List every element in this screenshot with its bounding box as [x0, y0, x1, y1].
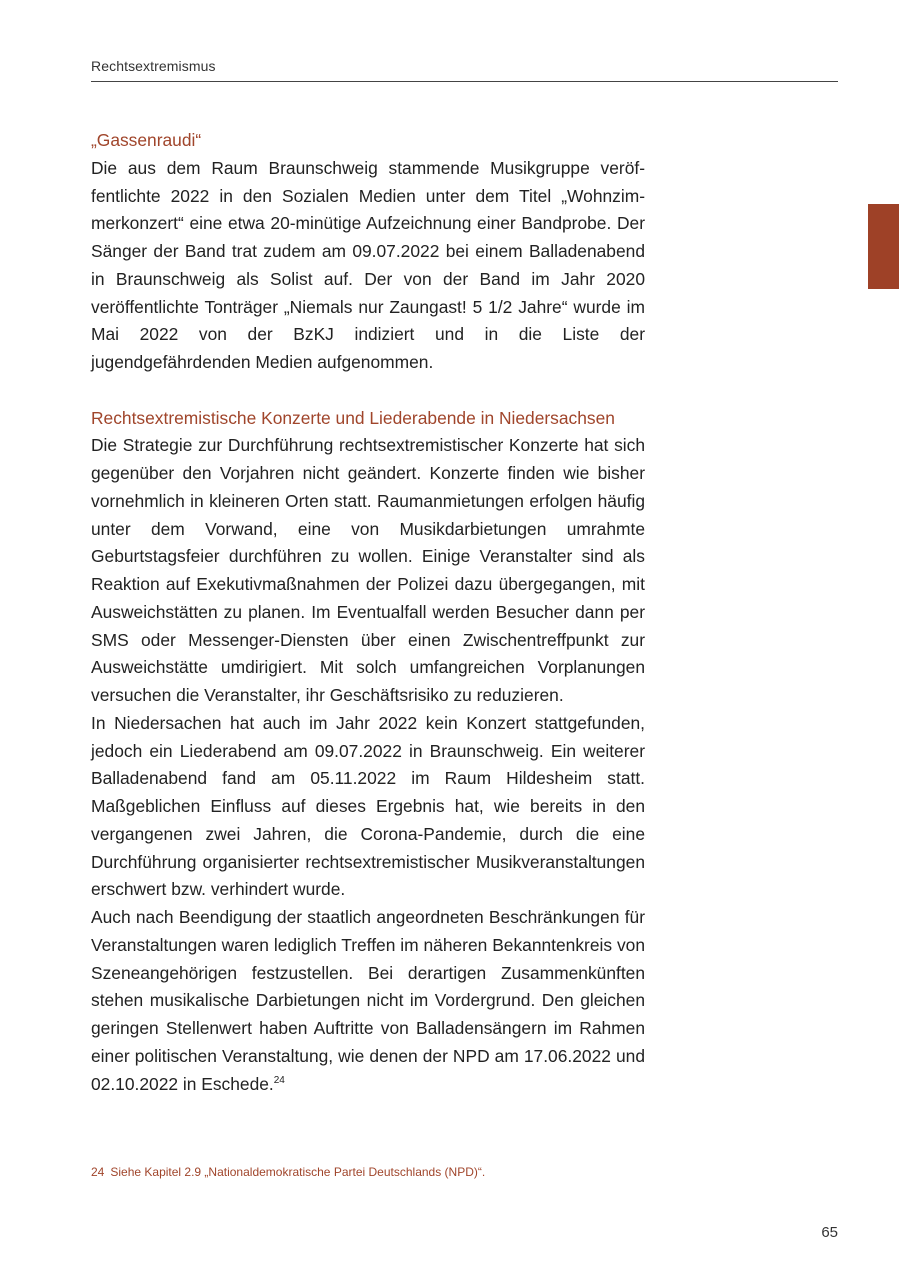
- section-spacer: [91, 377, 645, 405]
- main-text: [91, 127, 645, 1098]
- header-divider: [91, 81, 838, 82]
- footnote-text: Siehe Kapitel 2.9 „Nationaldemokratische Partei Deutschlands (NPD)“.: [110, 1165, 486, 1179]
- section-heading-gassenraudi: „Gassenraudi“: [91, 130, 202, 150]
- footnote-number: 24: [91, 1165, 105, 1179]
- paragraph: In Niedersachen hat auch im Jahr 2022 kein Konzert stattgefunden, jedoch ein Liederabend am 09.07.2022 in Braunschweig. Ein weiterer Balladenabend fand am 05.11.2022 im Raum Hildesheim statt. Maßgeblichen Einfluss auf dieses Ergebnis hat, wie bereits in den vergangenen zwei Jahren, die Corona-Pandemie, durch die eine Durchführung organisierter rechtsextremistischer Musikveranstaltungen erschwert bzw. verhindert wurde.: [91, 712, 645, 900]
- paragraph-with-footnote: [91, 904, 645, 1098]
- paragraph: Die Strategie zur Durchführung rechtsextremistischer Konzerte hat sich gegenüber den Vorjahren nicht geändert. Konzerte finden wie bisher vornehmlich in kleineren Orten statt. Raumanmietungen erfolgen häufig unter dem Vorwand, eine von Musikdarbietungen umrahmte Geburtstagsfeier durchführen zu wollen. Einige Veranstalter sind als Reaktion auf Exekutivmaßnahmen der Polizei dazu übergegangen, mit Ausweichstätten zu planen. Im Eventualfall werden Besucher dann per SMS oder Messenger-Diensten über einen Zwischentreffpunkt zur Ausweichstätte umdirigiert. Mit solch umfangreichen Vorplanungen versuchen die Veranstalter, ihr Geschäftsrisiko zu reduzieren.: [91, 435, 645, 705]
- paragraph: Die aus dem Raum Braunschweig stammende Musikgruppe veröffentlichte 2022 in den Sozialen Medien unter dem Titel „Wohnzimmerkonzert“ eine etwa 20-minütige Aufzeichnung einer Bandprobe. Der Sänger der Band trat zudem am 09.07.2022 bei einem Balladenabend in Braunschweig als Solist auf. Der von der Band im Jahr 2020 veröffentlichte Tonträger „Niemals nur Zaungast! 5 1/2 Jahre“ wurde im Mai 2022 von der BzKJ indiziert und in die Liste der jugendgefährdenden Medien aufgenommen.: [91, 157, 645, 372]
- paragraph-text: Auch nach Beendigung der staatlich angeordneten Beschränkungen für Veranstaltungen waren lediglich Treffen im näheren Bekanntenkreis von Szeneangehörigen festzustellen. Bei derartigen Zusammenkünften stehen musikalische Darbietungen nicht im Vordergrund. Den gleichen geringen Stellenwert haben Auftritte von Balladensängern im Rahmen einer politischen Veranstaltung, wie denen der NPD am 17.06.2022 und 02.10.2022 in Eschede.: [91, 907, 645, 1094]
- footnote: [91, 1165, 485, 1179]
- chapter-tab-marker: [868, 204, 899, 289]
- section-heading-konzerte: Rechtsextremistische Konzerte und Liederabende in Niedersachsen: [91, 407, 615, 428]
- page-number: 65: [821, 1224, 838, 1241]
- footnote-reference[interactable]: 24: [273, 1074, 285, 1086]
- running-header: Rechtsextremismus: [91, 58, 216, 74]
